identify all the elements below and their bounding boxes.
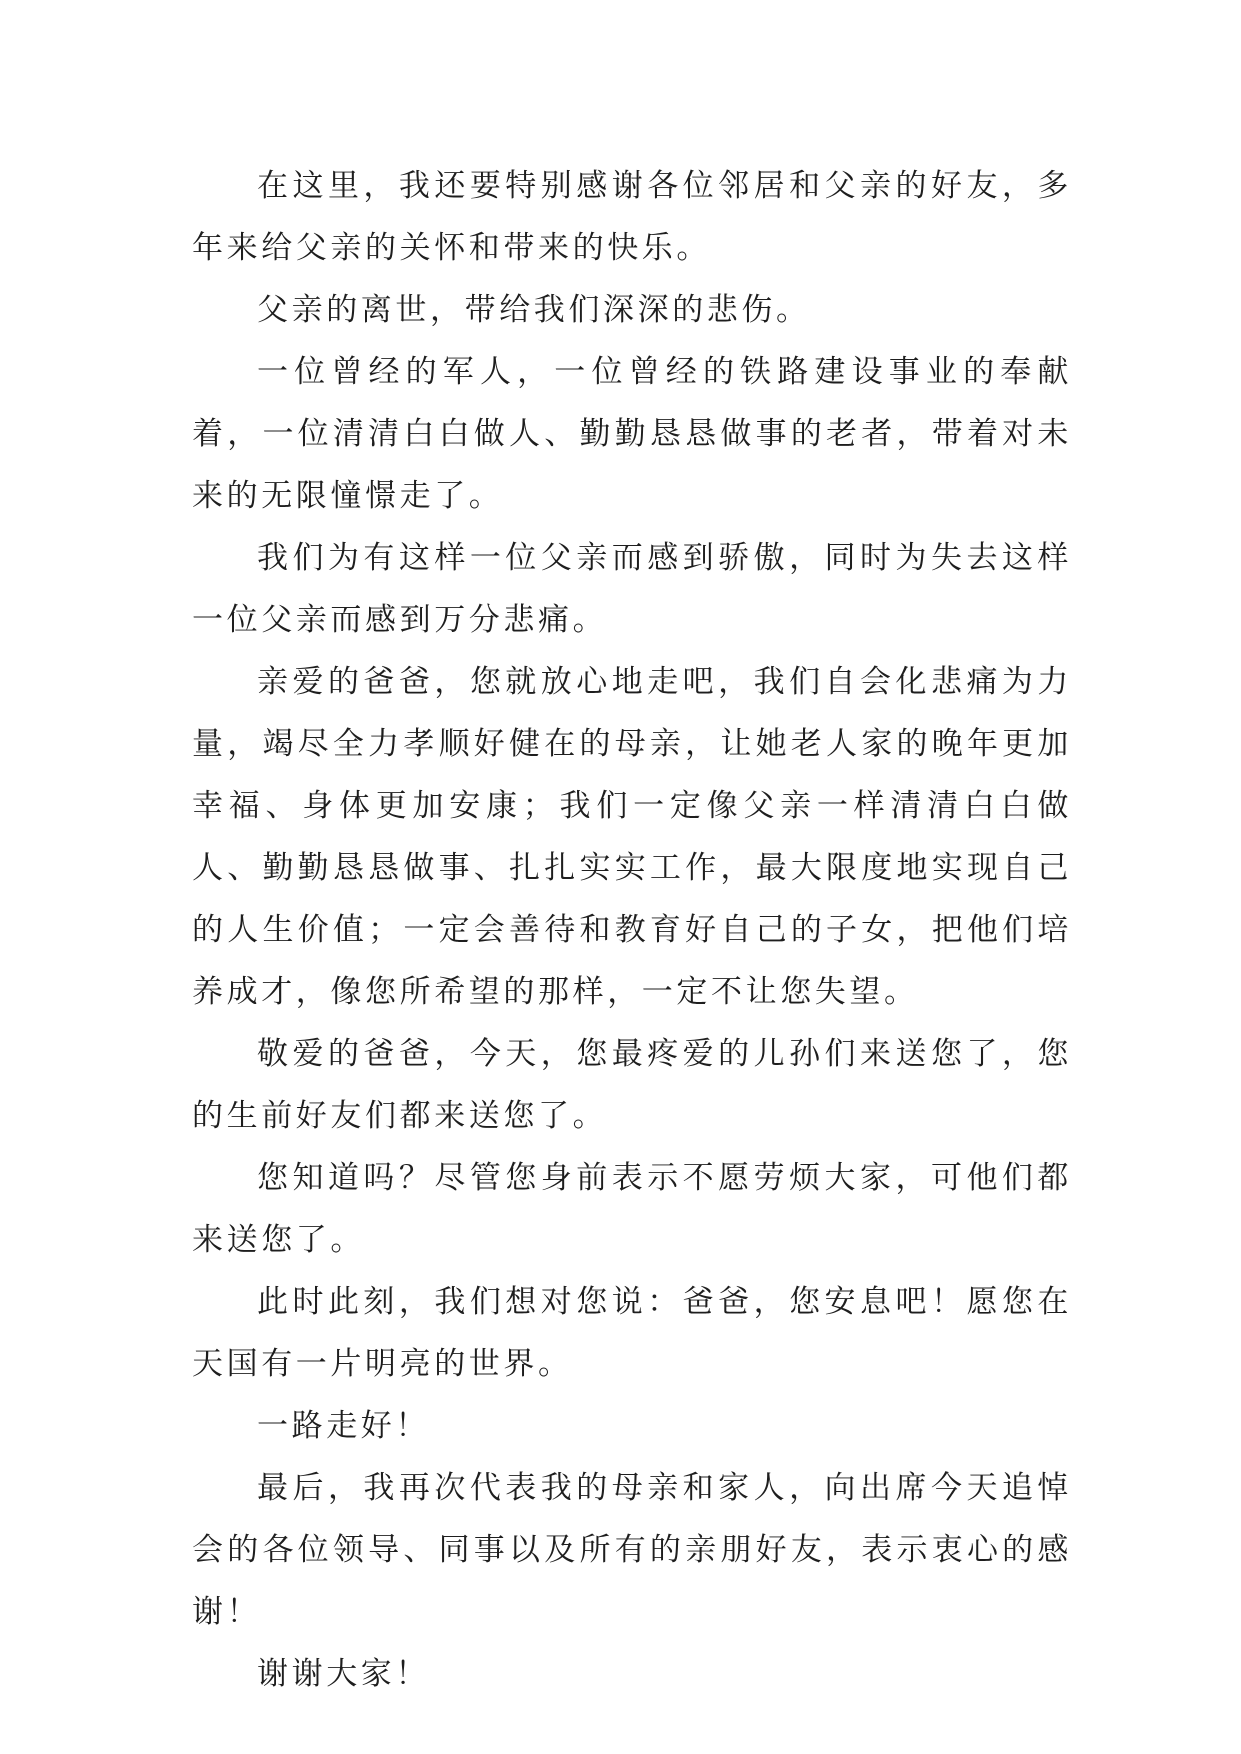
paragraph-thanks-neighbors: 在这里，我还要特别感谢各位邻居和父亲的好友，多年来给父亲的关怀和带来的快乐。	[192, 168, 1072, 266]
paragraph-final-thanks: 最后，我再次代表我的母亲和家人，向出席今天追悼会的各位领导、同事以及所有的亲朋好友，表示衷心的感谢！	[192, 1470, 1072, 1630]
paragraph-father-passing: 父亲的离世，带给我们深深的悲伤。	[257, 292, 811, 328]
paragraph-pride: 我们为有这样一位父亲而感到骄傲，同时为失去这样一位父亲而感到万分悲痛。	[192, 540, 1072, 638]
document-body	[192, 155, 1072, 1705]
paragraph-farewell-family: 敬爱的爸爸，今天，您最疼爱的儿孙们来送您了，您的生前好友们都来送您了。	[192, 1036, 1072, 1134]
paragraph-do-you-know: 您知道吗？尽管您身前表示不愿劳烦大家，可他们都来送您了。	[192, 1160, 1072, 1258]
paragraph-goodbye: 一路走好！	[257, 1408, 430, 1444]
paragraph-promise: 亲爱的爸爸，您就放心地走吧，我们自会化悲痛为力量，竭尽全力孝顺好健在的母亲，让她老人家的晚年更加幸福、身体更加安康；我们一定像父亲一样清清白白做人、勤勤恳恳做事、扎扎实实工作，最大限度地实现自己的人生价值；一定会善待和教育好自己的子女，把他们培养成才，像您所希望的那样，一定不让您失望。	[192, 664, 1072, 1010]
paragraph-rest-in-peace: 此时此刻，我们想对您说：爸爸，您安息吧！愿您在天国有一片明亮的世界。	[192, 1284, 1072, 1382]
paragraph-thank-you-all: 谢谢大家！	[257, 1656, 430, 1692]
paragraph-father-description: 一位曾经的军人，一位曾经的铁路建设事业的奉献着，一位清清白白做人、勤勤恳恳做事的老者，带着对未来的无限憧憬走了。	[192, 354, 1072, 514]
